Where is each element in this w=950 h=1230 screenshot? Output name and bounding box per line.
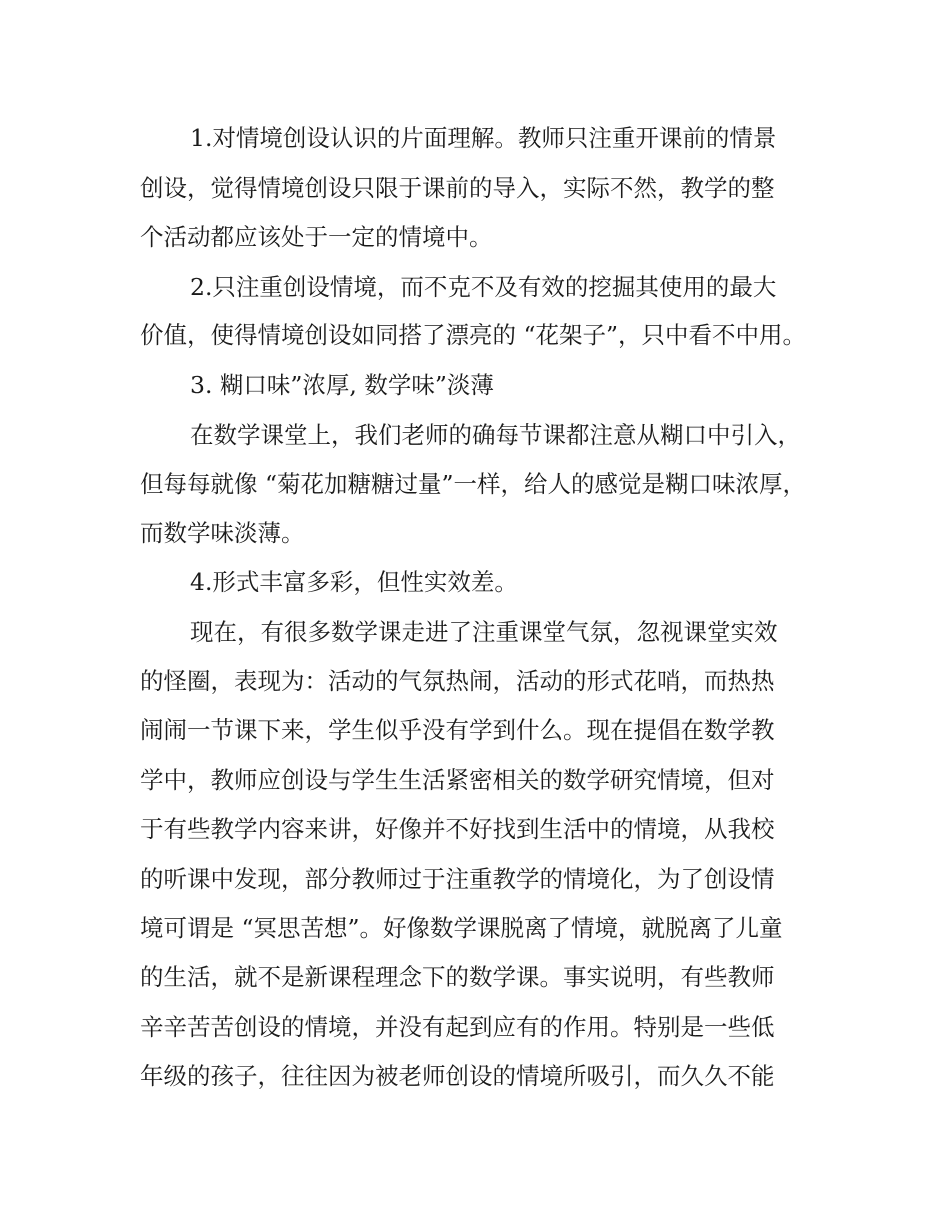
- text-line: 4.形式丰富多彩，但性实效差。: [190, 568, 518, 596]
- text-line: 年级的孩子，往往因为被老师创设的情境所吸引，而久久不能: [140, 1062, 775, 1090]
- text-line: 创设，觉得情境创设只限于课前的导入，实际不然，教学的整: [140, 174, 775, 202]
- text-line: 而数学味淡薄。: [140, 519, 305, 547]
- text-line: 于有些教学内容来讲，好像并不好找到生活中的情境，从我校: [140, 815, 775, 843]
- text-line: 境可谓是 “冥思苦想”。好像数学课脱离了情境，就脱离了儿童: [140, 914, 783, 942]
- text-line: 闹闹一节课下来，学生似乎没有学到什么。现在提倡在数学教: [140, 716, 775, 744]
- text-line: 2.只注重创设情境，而不克不及有效的挖掘其使用的最大: [190, 273, 777, 301]
- text-line: 但每每就像 “菊花加糖糖过量”一样，给人的感觉是糊口味浓厚，: [140, 470, 806, 498]
- text-line: 1.对情境创设认识的片面理解。教师只注重开课前的情景: [190, 124, 777, 152]
- text-line: 在数学课堂上，我们老师的确每节课都注意从糊口中引入，: [190, 421, 801, 449]
- text-line: 学中，教师应创设与学生生活紧密相关的数学研究情境，但对: [140, 766, 775, 794]
- text-line: 的生活，就不是新课程理念下的数学课。事实说明，有些教师: [140, 963, 775, 991]
- text-line: 的听课中发现，部分教师过于注重教学的情境化，为了创设情: [140, 865, 775, 893]
- text-line: 的怪圈，表现为：活动的气氛热闹，活动的形式花哨，而热热: [140, 667, 775, 695]
- text-line: 3. 糊口味”浓厚, 数学味”淡薄: [190, 371, 494, 399]
- text-line: 现在，有很多数学课走进了注重课堂气氛，忽视课堂实效: [190, 618, 778, 646]
- text-line: 个活动都应该处于一定的情境中。: [140, 223, 493, 251]
- text-line: 辛辛苦苦创设的情境，并没有起到应有的作用。特别是一些低: [140, 1013, 775, 1041]
- text-line: 价值，使得情境创设如同搭了漂亮的 “花架子”，只中看不中用。: [140, 321, 806, 349]
